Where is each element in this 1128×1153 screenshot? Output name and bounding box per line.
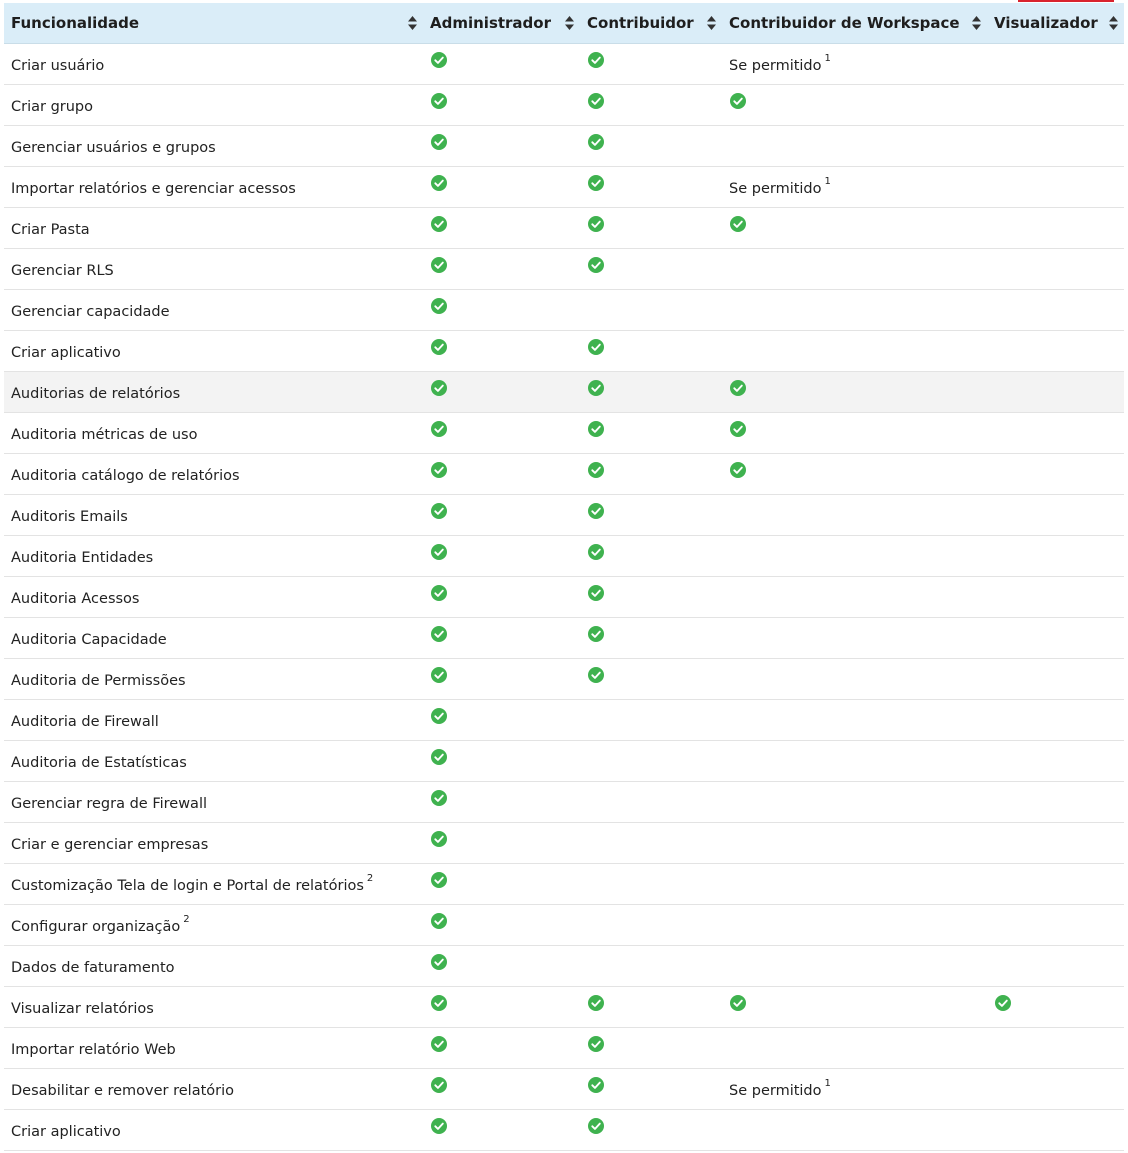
cell-contribuidor <box>580 577 722 618</box>
cell-funcionalidade <box>4 249 423 290</box>
cell-funcionalidade <box>4 987 423 1028</box>
cell-contribuidor-workspace <box>722 987 987 1028</box>
cell-funcionalidade <box>4 823 423 864</box>
green-check-circle-icon <box>431 1036 447 1052</box>
cell-funcionalidade <box>4 126 423 167</box>
green-check-circle-icon <box>588 421 604 437</box>
cell-contribuidor <box>580 372 722 413</box>
cell-administrador <box>423 823 580 864</box>
cell-funcionalidade <box>4 413 423 454</box>
cell-visualizador <box>987 946 1124 987</box>
feature-name: Auditoria Entidades <box>11 550 154 566</box>
green-check-circle-icon <box>431 790 447 806</box>
cell-contribuidor <box>580 946 722 987</box>
green-check-circle-icon <box>431 585 447 601</box>
cell-funcionalidade <box>4 864 423 905</box>
cell-contribuidor <box>580 700 722 741</box>
cell-visualizador <box>987 864 1124 905</box>
green-check-circle-icon <box>431 216 447 232</box>
permitted-note: Se permitido <box>729 58 822 74</box>
feature-name: Configurar organização <box>11 919 181 935</box>
cell-administrador <box>423 577 580 618</box>
cell-funcionalidade <box>4 44 423 85</box>
green-check-circle-icon <box>588 134 604 150</box>
green-check-circle-icon <box>431 995 447 1011</box>
cell-funcionalidade <box>4 782 423 823</box>
green-check-circle-icon <box>730 462 746 478</box>
green-check-circle-icon <box>730 421 746 437</box>
feature-name: Auditoria de Firewall <box>11 714 159 730</box>
green-check-circle-icon <box>588 93 604 109</box>
cell-visualizador <box>987 536 1124 577</box>
cell-visualizador <box>987 413 1124 454</box>
table-row <box>4 208 1124 249</box>
cell-contribuidor-workspace <box>722 659 987 700</box>
table-row <box>4 987 1124 1028</box>
cell-administrador <box>423 167 580 208</box>
sort-up-down-icon[interactable] <box>408 16 417 30</box>
green-check-circle-icon <box>431 93 447 109</box>
header-label: Administrador <box>430 14 551 32</box>
feature-name: Desabilitar e remover relatório <box>11 1083 235 1099</box>
feature-name: Auditoria de Estatísticas <box>11 755 187 771</box>
table-row <box>4 495 1124 536</box>
header-administrador[interactable] <box>423 3 580 44</box>
table-row <box>4 946 1124 987</box>
table-row <box>4 454 1124 495</box>
cell-funcionalidade <box>4 659 423 700</box>
cell-visualizador <box>987 1028 1124 1069</box>
cell-funcionalidade <box>4 167 423 208</box>
green-check-circle-icon <box>431 708 447 724</box>
green-check-circle-icon <box>431 872 447 888</box>
cell-administrador <box>423 1069 580 1110</box>
feature-name: Criar aplicativo <box>11 345 121 361</box>
cell-administrador <box>423 413 580 454</box>
cell-contribuidor <box>580 536 722 577</box>
cell-contribuidor-workspace <box>722 741 987 782</box>
footnote-marker: 1 <box>824 53 831 64</box>
cell-administrador <box>423 249 580 290</box>
cell-visualizador <box>987 741 1124 782</box>
green-check-circle-icon <box>431 298 447 314</box>
feature-name: Auditoria catálogo de relatórios <box>11 468 240 484</box>
cell-contribuidor-workspace <box>722 413 987 454</box>
cell-contribuidor-workspace <box>722 864 987 905</box>
cell-funcionalidade <box>4 290 423 331</box>
cell-administrador <box>423 700 580 741</box>
cell-contribuidor <box>580 864 722 905</box>
green-check-circle-icon <box>588 544 604 560</box>
table-row <box>4 741 1124 782</box>
permitted-note: Se permitido <box>729 181 822 197</box>
cell-contribuidor <box>580 249 722 290</box>
green-check-circle-icon <box>431 626 447 642</box>
cell-contribuidor <box>580 987 722 1028</box>
cell-contribuidor <box>580 823 722 864</box>
cell-contribuidor-workspace <box>722 1069 987 1110</box>
green-check-circle-icon <box>431 462 447 478</box>
table-row <box>4 618 1124 659</box>
cell-contribuidor <box>580 659 722 700</box>
sort-up-down-icon[interactable] <box>972 16 981 30</box>
green-check-circle-icon <box>588 626 604 642</box>
cell-contribuidor <box>580 413 722 454</box>
cell-administrador <box>423 536 580 577</box>
cell-contribuidor <box>580 741 722 782</box>
feature-name: Criar Pasta <box>11 222 90 238</box>
cell-contribuidor-workspace <box>722 577 987 618</box>
cell-visualizador <box>987 823 1124 864</box>
cell-visualizador <box>987 577 1124 618</box>
feature-name: Criar grupo <box>11 99 94 115</box>
table-row <box>4 413 1124 454</box>
cell-contribuidor-workspace <box>722 85 987 126</box>
header-visualizador[interactable] <box>987 3 1124 44</box>
cell-funcionalidade <box>4 372 423 413</box>
cell-administrador <box>423 864 580 905</box>
feature-name: Auditoria métricas de uso <box>11 427 198 443</box>
cell-contribuidor-workspace <box>722 495 987 536</box>
feature-name: Gerenciar RLS <box>11 263 114 279</box>
green-check-circle-icon <box>431 1118 447 1134</box>
permissions-table <box>4 3 1124 1151</box>
green-check-circle-icon <box>431 175 447 191</box>
cell-visualizador <box>987 1069 1124 1110</box>
feature-name: Auditoria Acessos <box>11 591 140 607</box>
cell-contribuidor <box>580 331 722 372</box>
green-check-circle-icon <box>431 749 447 765</box>
cell-funcionalidade <box>4 495 423 536</box>
header-label: Visualizador <box>994 14 1098 32</box>
cell-funcionalidade <box>4 946 423 987</box>
cell-visualizador <box>987 249 1124 290</box>
cell-contribuidor <box>580 85 722 126</box>
cell-contribuidor-workspace <box>722 1110 987 1151</box>
header-contribuidor[interactable] <box>580 3 722 44</box>
green-check-circle-icon <box>588 995 604 1011</box>
cell-visualizador <box>987 290 1124 331</box>
cell-administrador <box>423 987 580 1028</box>
table-row <box>4 167 1124 208</box>
green-check-circle-icon <box>588 1077 604 1093</box>
cell-funcionalidade <box>4 1069 423 1110</box>
green-check-circle-icon <box>730 995 746 1011</box>
table-row <box>4 659 1124 700</box>
cell-visualizador <box>987 987 1124 1028</box>
green-check-circle-icon <box>588 462 604 478</box>
green-check-circle-icon <box>431 913 447 929</box>
green-check-circle-icon <box>588 257 604 273</box>
feature-name: Auditoris Emails <box>11 509 128 525</box>
cell-administrador <box>423 126 580 167</box>
header-contribuidor-workspace[interactable] <box>722 3 987 44</box>
table-row <box>4 85 1124 126</box>
cell-funcionalidade <box>4 1110 423 1151</box>
cell-funcionalidade <box>4 905 423 946</box>
cell-contribuidor-workspace <box>722 946 987 987</box>
table-row <box>4 577 1124 618</box>
feature-name: Importar relatórios e gerenciar acessos <box>11 181 296 197</box>
green-check-circle-icon <box>431 257 447 273</box>
green-check-circle-icon <box>431 544 447 560</box>
green-check-circle-icon <box>588 339 604 355</box>
cell-funcionalidade <box>4 208 423 249</box>
sort-up-down-icon[interactable] <box>1109 16 1118 30</box>
green-check-circle-icon <box>431 954 447 970</box>
feature-name: Gerenciar capacidade <box>11 304 170 320</box>
green-check-circle-icon <box>588 667 604 683</box>
green-check-circle-icon <box>730 216 746 232</box>
green-check-circle-icon <box>588 380 604 396</box>
cell-funcionalidade <box>4 536 423 577</box>
cell-funcionalidade <box>4 577 423 618</box>
green-check-circle-icon <box>588 175 604 191</box>
cell-contribuidor <box>580 126 722 167</box>
green-check-circle-icon <box>431 667 447 683</box>
cell-contribuidor-workspace <box>722 618 987 659</box>
green-check-circle-icon <box>995 995 1011 1011</box>
cell-visualizador <box>987 618 1124 659</box>
cell-visualizador <box>987 905 1124 946</box>
cell-visualizador <box>987 44 1124 85</box>
cell-administrador <box>423 741 580 782</box>
table-row <box>4 331 1124 372</box>
cell-visualizador <box>987 126 1124 167</box>
green-check-circle-icon <box>588 52 604 68</box>
cell-contribuidor-workspace <box>722 290 987 331</box>
cell-visualizador <box>987 331 1124 372</box>
cell-funcionalidade <box>4 1028 423 1069</box>
feature-name: Criar usuário <box>11 58 105 74</box>
cell-contribuidor <box>580 44 722 85</box>
cell-contribuidor-workspace <box>722 372 987 413</box>
cell-funcionalidade <box>4 331 423 372</box>
green-check-circle-icon <box>588 585 604 601</box>
cell-administrador <box>423 782 580 823</box>
cell-contribuidor <box>580 1028 722 1069</box>
feature-name: Customização Tela de login e Portal de relatórios <box>11 878 364 894</box>
feature-name: Criar aplicativo <box>11 1124 121 1140</box>
cell-visualizador <box>987 454 1124 495</box>
cell-administrador <box>423 290 580 331</box>
green-check-circle-icon <box>431 339 447 355</box>
green-check-circle-icon <box>431 503 447 519</box>
feature-name: Visualizar relatórios <box>11 1001 154 1017</box>
cell-contribuidor <box>580 167 722 208</box>
cell-contribuidor <box>580 618 722 659</box>
sort-up-down-icon[interactable] <box>707 16 716 30</box>
feature-name: Auditorias de relatórios <box>11 386 181 402</box>
cell-visualizador <box>987 782 1124 823</box>
cell-administrador <box>423 85 580 126</box>
cell-administrador <box>423 1110 580 1151</box>
cell-administrador <box>423 618 580 659</box>
cell-contribuidor <box>580 1069 722 1110</box>
green-check-circle-icon <box>588 1036 604 1052</box>
cell-funcionalidade <box>4 741 423 782</box>
cell-contribuidor <box>580 782 722 823</box>
table-row <box>4 1028 1124 1069</box>
feature-name: Gerenciar usuários e grupos <box>11 140 216 156</box>
table-row <box>4 249 1124 290</box>
green-check-circle-icon <box>431 1077 447 1093</box>
header-label: Contribuidor de Workspace <box>729 14 960 32</box>
cell-administrador <box>423 454 580 495</box>
cell-contribuidor-workspace <box>722 700 987 741</box>
cell-visualizador <box>987 167 1124 208</box>
green-check-circle-icon <box>588 503 604 519</box>
feature-name: Auditoria Capacidade <box>11 632 167 648</box>
cell-funcionalidade <box>4 85 423 126</box>
cell-contribuidor-workspace <box>722 44 987 85</box>
cell-visualizador <box>987 495 1124 536</box>
cell-administrador <box>423 372 580 413</box>
cell-contribuidor <box>580 208 722 249</box>
cell-visualizador <box>987 700 1124 741</box>
header-row <box>4 3 1124 44</box>
footnote-marker: 2 <box>366 873 374 884</box>
cell-contribuidor <box>580 454 722 495</box>
green-check-circle-icon <box>431 52 447 68</box>
permitted-note: Se permitido <box>729 1083 822 1099</box>
green-check-circle-icon <box>730 93 746 109</box>
cell-visualizador <box>987 85 1124 126</box>
cell-contribuidor-workspace <box>722 1028 987 1069</box>
header-funcionalidade[interactable] <box>4 3 423 44</box>
cell-contribuidor-workspace <box>722 823 987 864</box>
feature-name: Auditoria de Permissões <box>11 673 186 689</box>
cell-contribuidor <box>580 495 722 536</box>
cell-contribuidor <box>580 1110 722 1151</box>
cell-contribuidor-workspace <box>722 331 987 372</box>
cell-contribuidor-workspace <box>722 249 987 290</box>
cell-funcionalidade <box>4 618 423 659</box>
cell-contribuidor-workspace <box>722 905 987 946</box>
cell-contribuidor-workspace <box>722 167 987 208</box>
cell-contribuidor <box>580 290 722 331</box>
cell-visualizador <box>987 372 1124 413</box>
table-row <box>4 290 1124 331</box>
cell-contribuidor-workspace <box>722 208 987 249</box>
table-row <box>4 864 1124 905</box>
green-check-circle-icon <box>588 1118 604 1134</box>
table-row <box>4 44 1124 85</box>
cell-contribuidor-workspace <box>722 126 987 167</box>
cell-contribuidor <box>580 905 722 946</box>
table-row <box>4 536 1124 577</box>
cell-administrador <box>423 659 580 700</box>
table-row <box>4 126 1124 167</box>
feature-name: Gerenciar regra de Firewall <box>11 796 208 812</box>
cell-funcionalidade <box>4 700 423 741</box>
green-check-circle-icon <box>431 380 447 396</box>
cell-visualizador <box>987 659 1124 700</box>
green-check-circle-icon <box>730 380 746 396</box>
footnote-marker: 1 <box>824 176 831 187</box>
cell-administrador <box>423 946 580 987</box>
cell-visualizador <box>987 208 1124 249</box>
cell-funcionalidade <box>4 454 423 495</box>
cell-administrador <box>423 44 580 85</box>
cell-contribuidor-workspace <box>722 536 987 577</box>
cell-administrador <box>423 495 580 536</box>
table-row <box>4 372 1124 413</box>
table-row <box>4 1069 1124 1110</box>
table-row <box>4 1110 1124 1151</box>
top-accent-bar <box>1018 0 1114 2</box>
table-row <box>4 905 1124 946</box>
cell-administrador <box>423 331 580 372</box>
header-label: Funcionalidade <box>11 14 140 32</box>
sort-up-down-icon[interactable] <box>565 16 574 30</box>
cell-contribuidor-workspace <box>722 782 987 823</box>
feature-name: Dados de faturamento <box>11 960 175 976</box>
feature-name: Criar e gerenciar empresas <box>11 837 209 853</box>
footnote-marker: 2 <box>183 914 190 925</box>
green-check-circle-icon <box>431 134 447 150</box>
green-check-circle-icon <box>431 421 447 437</box>
cell-visualizador <box>987 1110 1124 1151</box>
table-row <box>4 782 1124 823</box>
table-row <box>4 700 1124 741</box>
footnote-marker: 1 <box>824 1078 831 1089</box>
green-check-circle-icon <box>588 216 604 232</box>
cell-administrador <box>423 905 580 946</box>
cell-administrador <box>423 1028 580 1069</box>
cell-administrador <box>423 208 580 249</box>
green-check-circle-icon <box>431 831 447 847</box>
feature-name: Importar relatório Web <box>11 1042 176 1058</box>
table-row <box>4 823 1124 864</box>
header-label: Contribuidor <box>587 14 694 32</box>
cell-contribuidor-workspace <box>722 454 987 495</box>
